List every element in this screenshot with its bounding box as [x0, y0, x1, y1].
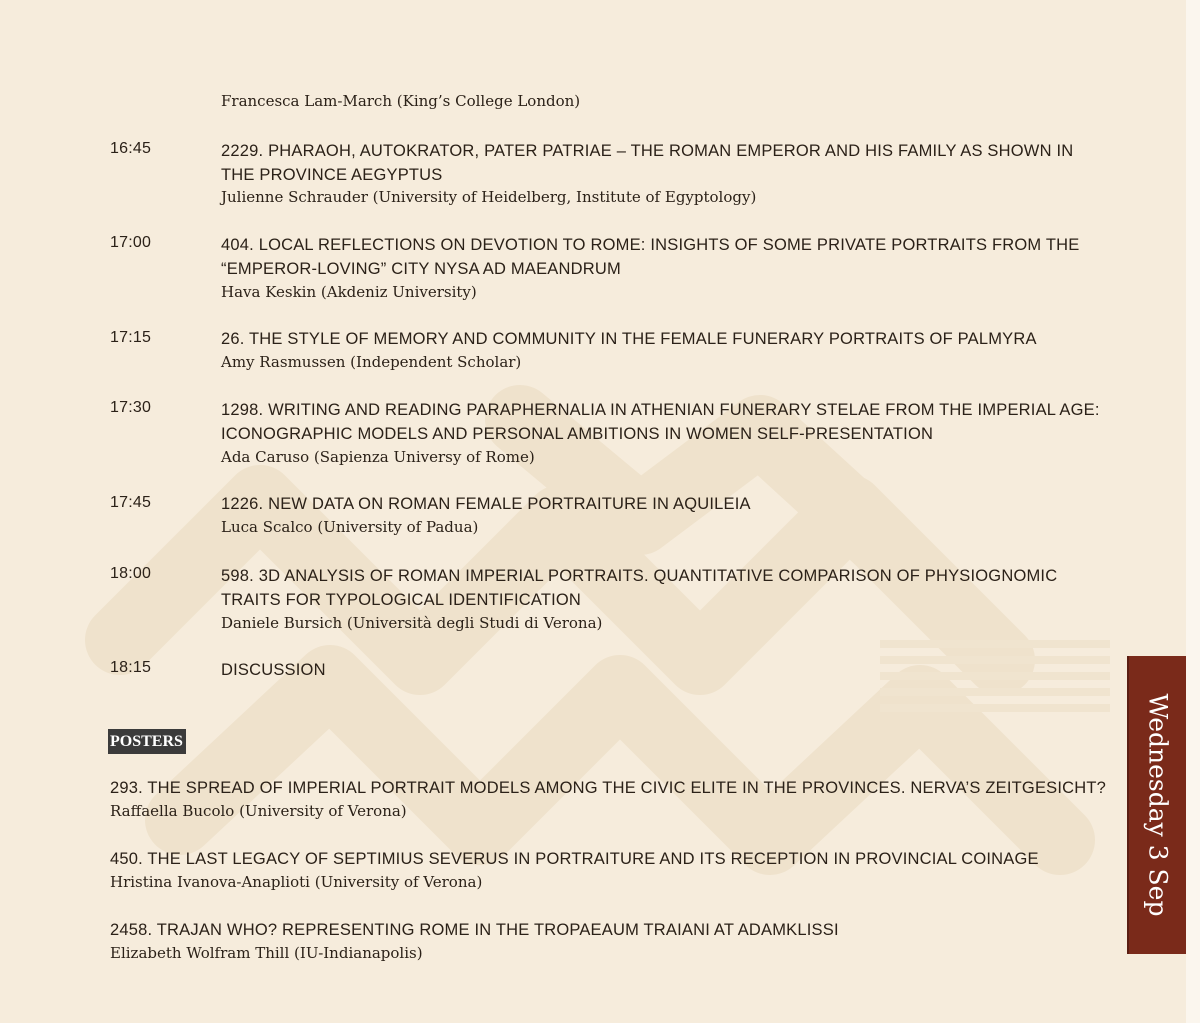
intro-author: Francesca Lam-March (King’s College London): [221, 92, 581, 110]
session-title: 1298. WRITING AND READING PARAPHERNALIA IN ATHENIAN FUNERARY STELAE FROM THE IMPERIAL AGE: ICONOGRAPHIC MODELS AND PERSONAL AMBITIONS IN WOMEN SELF-PRESENTATION: [221, 401, 1100, 443]
day-tab-label: Wednesday 3 Sep: [1143, 693, 1172, 917]
session-title: 404. LOCAL REFLECTIONS ON DEVOTION TO ROME: INSIGHTS OF SOME PRIVATE PORTRAITS FROM THE “EMPEROR-LOVING” CITY NYSA AD MAEANDRUM: [221, 236, 1080, 278]
poster-item: [110, 776, 1110, 822]
posters-heading: POSTERS: [108, 729, 186, 754]
poster-title: 293. THE SPREAD OF IMPERIAL PORTRAIT MODELS AMONG THE CIVIC ELITE IN THE PROVINCES. NERVA’S ZEITGESICHT?: [110, 779, 1107, 797]
session-time: 17:15: [110, 329, 152, 346]
session-time: 17:30: [110, 399, 152, 416]
session-title: 598. 3D ANALYSIS OF ROMAN IMPERIAL PORTRAITS. QUANTITATIVE COMPARISON OF PHYSIOGNOMIC TRAITS FOR TYPOLOGICAL IDENTIFICATION: [221, 567, 1058, 609]
session-time: 17:45: [110, 494, 152, 511]
poster-title: 450. THE LAST LEGACY OF SEPTIMIUS SEVERUS IN PORTRAITURE AND ITS RECEPTION IN PROVINCIAL COINAGE: [110, 850, 1039, 868]
session-author: Daniele Bursich (Università degli Studi di Verona): [221, 614, 603, 632]
session-author: Ada Caruso (Sapienza Universy of Rome): [221, 448, 535, 466]
poster-title: 2458. TRAJAN WHO? REPRESENTING ROME IN THE TROPAEAUM TRAIANI AT ADAMKLISSI: [110, 921, 839, 939]
session-time: 16:45: [110, 140, 152, 157]
poster-author: Elizabeth Wolfram Thill (IU-Indianapolis): [110, 944, 423, 962]
poster-author: Raffaella Bucolo (University of Verona): [110, 802, 407, 820]
session-title: DISCUSSION: [221, 661, 326, 679]
poster-author: Hristina Ivanova-Anaplioti (University of Verona): [110, 873, 483, 891]
session-title: 1226. NEW DATA ON ROMAN FEMALE PORTRAITURE IN AQUILEIA: [221, 495, 751, 513]
session-title: 2229. PHARAOH, AUTOKRATOR, PATER PATRIAE – THE ROMAN EMPEROR AND HIS FAMILY AS SHOWN IN THE PROVINCE AEGYPTUS: [221, 142, 1074, 184]
session-author: Luca Scalco (University of Padua): [221, 518, 479, 536]
page-edge: [1186, 0, 1200, 1023]
session-author: Julienne Schrauder (University of Heidelberg, Institute of Egyptology): [221, 188, 757, 206]
session-time: 18:15: [110, 659, 152, 676]
day-tab: [1127, 656, 1186, 954]
poster-item: [110, 847, 1110, 893]
session-author: Amy Rasmussen (Independent Scholar): [221, 353, 522, 371]
session-time: 17:00: [110, 234, 152, 251]
session-title: 26. THE STYLE OF MEMORY AND COMMUNITY IN THE FEMALE FUNERARY PORTRAITS OF PALMYRA: [221, 330, 1037, 348]
session-author: Hava Keskin (Akdeniz University): [221, 283, 477, 301]
poster-item: [110, 918, 1110, 964]
session-time: 18:00: [110, 565, 152, 582]
